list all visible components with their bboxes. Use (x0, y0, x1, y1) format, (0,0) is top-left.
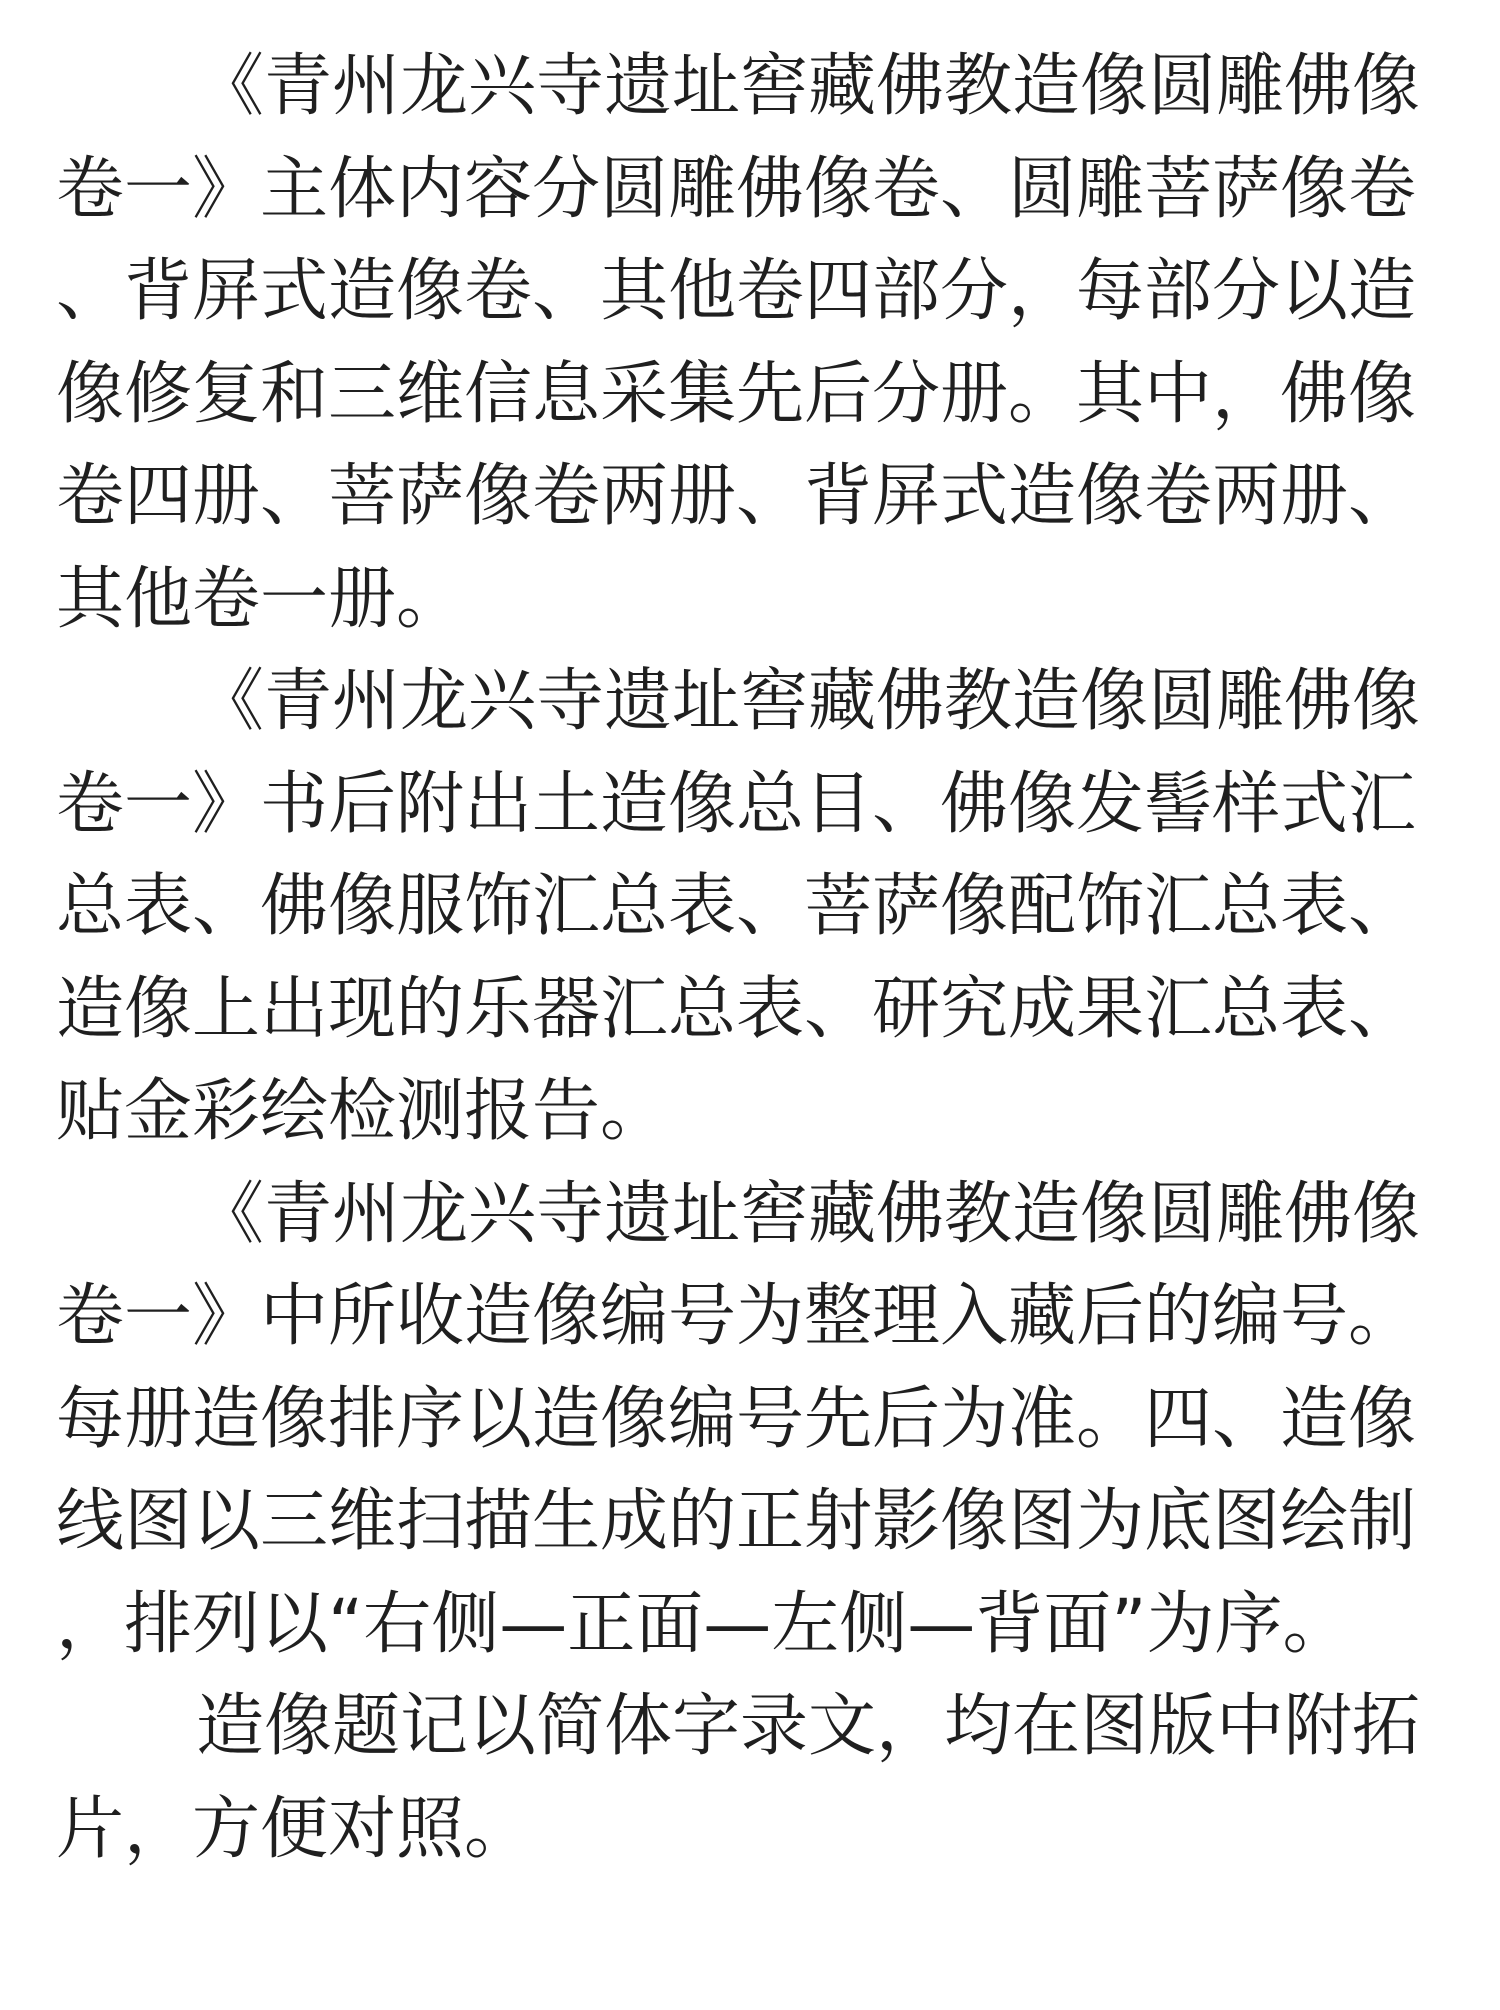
text-line: 贴金彩绘检测报告。 (56, 1072, 669, 1151)
text-line: 卷四册、菩萨像卷两册、背屏式造像卷两册、 (56, 457, 1417, 536)
text-line: 每册造像排序以造像编号先后为准。四、造像 (56, 1379, 1417, 1459)
text-line: 卷一》书后附出土造像总目、佛像发髻样式汇 (56, 764, 1417, 844)
text-line: 《青州龙兴寺遗址窖藏佛教造像圆雕佛像 (196, 662, 1421, 741)
text-line: 造像上出现的乐器汇总表、研究成果汇总表、 (56, 969, 1417, 1049)
text-line: 卷一》中所收造像编号为整理入藏后的编号。 (56, 1277, 1417, 1356)
text-line: 《青州龙兴寺遗址窖藏佛教造像圆雕佛像 (196, 1174, 1421, 1254)
paragraph-3 (56, 1164, 1436, 1677)
text-line: 总表、佛像服饰汇总表、菩萨像配饰汇总表、 (56, 867, 1417, 946)
paragraph-1 (56, 36, 1436, 651)
text-line: 造像题记以简体字录文，均在图版中附拓 (196, 1687, 1421, 1766)
text-line: 其他卷一册。 (56, 559, 465, 639)
text-line: 、背屏式造像卷、其他卷四部分，每部分以造 (56, 252, 1417, 331)
text-line: ，排列以“右侧—正面—左侧—背面”为序。 (56, 1584, 1351, 1664)
document-body (56, 36, 1436, 1881)
text-line: 片，方便对照。 (56, 1789, 533, 1869)
text-line: 卷一》主体内容分圆雕佛像卷、圆雕菩萨像卷 (56, 149, 1417, 229)
text-line: 像修复和三维信息采集先后分册。其中，佛像 (56, 354, 1417, 434)
paragraph-2 (56, 651, 1436, 1164)
paragraph-4 (56, 1676, 1436, 1881)
text-line: 线图以三维扫描生成的正射影像图为底图绘制 (56, 1482, 1417, 1561)
text-line: 《青州龙兴寺遗址窖藏佛教造像圆雕佛像 (196, 47, 1421, 126)
